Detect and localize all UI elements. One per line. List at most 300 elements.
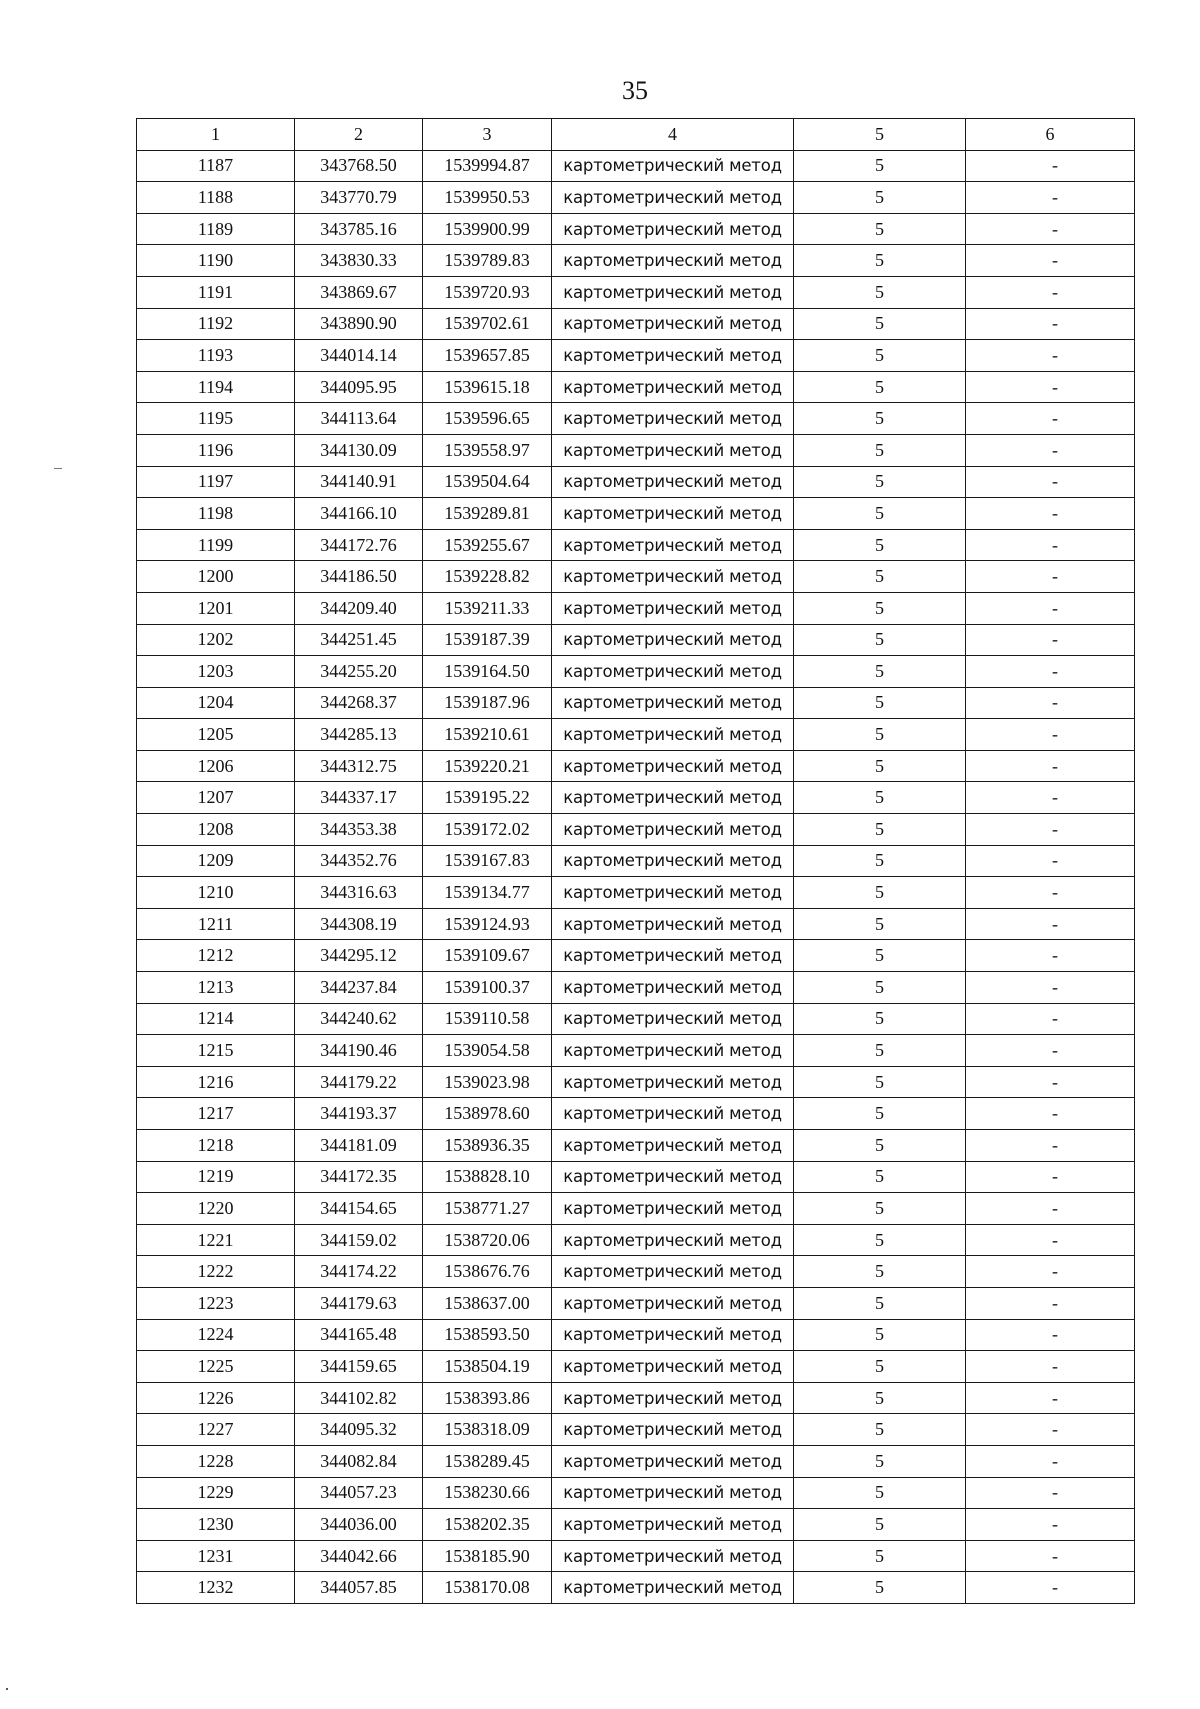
table-row	[137, 340, 1135, 372]
cell-x-coordinate: 344154.65	[295, 1193, 423, 1225]
cell-description: -	[966, 750, 1135, 782]
table-body	[137, 150, 1135, 1603]
cell-point-number: 1220	[137, 1193, 295, 1225]
table-row	[137, 1256, 1135, 1288]
cell-method: картометрический метод	[552, 245, 794, 277]
cell-point-number: 1218	[137, 1130, 295, 1162]
cell-accuracy: 5	[794, 403, 966, 435]
cell-description: -	[966, 1224, 1135, 1256]
cell-method: картометрический метод	[552, 940, 794, 972]
cell-x-coordinate: 344102.82	[295, 1382, 423, 1414]
cell-x-coordinate: 344174.22	[295, 1256, 423, 1288]
cell-accuracy: 5	[794, 1098, 966, 1130]
table-header	[137, 119, 1135, 151]
cell-x-coordinate: 343768.50	[295, 150, 423, 182]
cell-description: -	[966, 403, 1135, 435]
cell-x-coordinate: 344190.46	[295, 1035, 423, 1067]
table-row	[137, 592, 1135, 624]
cell-description: -	[966, 182, 1135, 214]
cell-x-coordinate: 343770.79	[295, 182, 423, 214]
table-row	[137, 1351, 1135, 1383]
cell-method: картометрический метод	[552, 1509, 794, 1541]
cell-y-coordinate: 1539504.64	[423, 466, 552, 498]
cell-method: картометрический метод	[552, 656, 794, 688]
cell-accuracy: 5	[794, 814, 966, 846]
cell-y-coordinate: 1539255.67	[423, 529, 552, 561]
cell-accuracy: 5	[794, 1445, 966, 1477]
cell-method: картометрический метод	[552, 814, 794, 846]
cell-x-coordinate: 344285.13	[295, 719, 423, 751]
cell-y-coordinate: 1538771.27	[423, 1193, 552, 1225]
cell-accuracy: 5	[794, 972, 966, 1004]
cell-description: -	[966, 687, 1135, 719]
cell-point-number: 1215	[137, 1035, 295, 1067]
cell-point-number: 1189	[137, 213, 295, 245]
cell-description: -	[966, 1319, 1135, 1351]
cell-description: -	[966, 719, 1135, 751]
scan-mark	[54, 468, 62, 469]
cell-description: -	[966, 814, 1135, 846]
cell-y-coordinate: 1538504.19	[423, 1351, 552, 1383]
cell-accuracy: 5	[794, 592, 966, 624]
cell-y-coordinate: 1539558.97	[423, 434, 552, 466]
cell-x-coordinate: 344159.02	[295, 1224, 423, 1256]
cell-description: -	[966, 1445, 1135, 1477]
cell-accuracy: 5	[794, 1066, 966, 1098]
cell-description: -	[966, 1351, 1135, 1383]
cell-y-coordinate: 1539994.87	[423, 150, 552, 182]
cell-description: -	[966, 1130, 1135, 1162]
cell-x-coordinate: 344193.37	[295, 1098, 423, 1130]
column-header-accuracy: 5	[794, 119, 966, 151]
cell-description: -	[966, 529, 1135, 561]
table-row	[137, 1382, 1135, 1414]
cell-y-coordinate: 1538318.09	[423, 1414, 552, 1446]
cell-y-coordinate: 1538289.45	[423, 1445, 552, 1477]
cell-y-coordinate: 1539900.99	[423, 213, 552, 245]
cell-method: картометрический метод	[552, 1224, 794, 1256]
table-row	[137, 403, 1135, 435]
cell-x-coordinate: 344159.65	[295, 1351, 423, 1383]
table-row	[137, 656, 1135, 688]
table-row	[137, 908, 1135, 940]
cell-x-coordinate: 343785.16	[295, 213, 423, 245]
cell-point-number: 1226	[137, 1382, 295, 1414]
cell-point-number: 1196	[137, 434, 295, 466]
cell-x-coordinate: 344042.66	[295, 1540, 423, 1572]
cell-y-coordinate: 1539228.82	[423, 561, 552, 593]
cell-method: картометрический метод	[552, 592, 794, 624]
cell-y-coordinate: 1538637.00	[423, 1287, 552, 1319]
cell-description: -	[966, 1572, 1135, 1604]
scan-speck	[6, 1688, 8, 1690]
cell-description: -	[966, 340, 1135, 372]
cell-accuracy: 5	[794, 1161, 966, 1193]
cell-point-number: 1203	[137, 656, 295, 688]
cell-y-coordinate: 1538170.08	[423, 1572, 552, 1604]
cell-method: картометрический метод	[552, 1572, 794, 1604]
cell-accuracy: 5	[794, 371, 966, 403]
cell-y-coordinate: 1538978.60	[423, 1098, 552, 1130]
cell-x-coordinate: 344057.85	[295, 1572, 423, 1604]
cell-method: картометрический метод	[552, 877, 794, 909]
cell-point-number: 1227	[137, 1414, 295, 1446]
cell-x-coordinate: 344255.20	[295, 656, 423, 688]
cell-method: картометрический метод	[552, 687, 794, 719]
cell-description: -	[966, 1414, 1135, 1446]
table-row	[137, 972, 1135, 1004]
cell-y-coordinate: 1539167.83	[423, 845, 552, 877]
table-row	[137, 1193, 1135, 1225]
cell-accuracy: 5	[794, 908, 966, 940]
cell-point-number: 1195	[137, 403, 295, 435]
cell-method: картометрический метод	[552, 308, 794, 340]
cell-method: картометрический метод	[552, 1003, 794, 1035]
table-row	[137, 371, 1135, 403]
table-row	[137, 877, 1135, 909]
cell-y-coordinate: 1539109.67	[423, 940, 552, 972]
cell-method: картометрический метод	[552, 719, 794, 751]
cell-method: картометрический метод	[552, 466, 794, 498]
cell-x-coordinate: 344165.48	[295, 1319, 423, 1351]
cell-x-coordinate: 344057.23	[295, 1477, 423, 1509]
cell-y-coordinate: 1538185.90	[423, 1540, 552, 1572]
cell-x-coordinate: 344130.09	[295, 434, 423, 466]
cell-accuracy: 5	[794, 719, 966, 751]
cell-description: -	[966, 877, 1135, 909]
cell-description: -	[966, 940, 1135, 972]
cell-description: -	[966, 1256, 1135, 1288]
cell-method: картометрический метод	[552, 1130, 794, 1162]
table-row	[137, 1035, 1135, 1067]
cell-x-coordinate: 344316.63	[295, 877, 423, 909]
cell-x-coordinate: 344140.91	[295, 466, 423, 498]
table-row	[137, 1161, 1135, 1193]
cell-method: картометрический метод	[552, 434, 794, 466]
cell-y-coordinate: 1539195.22	[423, 782, 552, 814]
cell-y-coordinate: 1539100.37	[423, 972, 552, 1004]
cell-y-coordinate: 1538676.76	[423, 1256, 552, 1288]
cell-accuracy: 5	[794, 340, 966, 372]
cell-description: -	[966, 1287, 1135, 1319]
cell-description: -	[966, 1193, 1135, 1225]
cell-x-coordinate: 344172.35	[295, 1161, 423, 1193]
cell-accuracy: 5	[794, 1351, 966, 1383]
cell-method: картометрический метод	[552, 624, 794, 656]
cell-description: -	[966, 845, 1135, 877]
table-row	[137, 940, 1135, 972]
table-row	[137, 1414, 1135, 1446]
cell-point-number: 1213	[137, 972, 295, 1004]
cell-y-coordinate: 1538202.35	[423, 1509, 552, 1541]
cell-accuracy: 5	[794, 1540, 966, 1572]
cell-method: картометрический метод	[552, 150, 794, 182]
cell-point-number: 1191	[137, 276, 295, 308]
cell-y-coordinate: 1539023.98	[423, 1066, 552, 1098]
cell-method: картометрический метод	[552, 276, 794, 308]
cell-y-coordinate: 1539124.93	[423, 908, 552, 940]
cell-method: картометрический метод	[552, 845, 794, 877]
cell-x-coordinate: 343890.90	[295, 308, 423, 340]
cell-method: картометрический метод	[552, 1351, 794, 1383]
cell-y-coordinate: 1538230.66	[423, 1477, 552, 1509]
cell-x-coordinate: 344095.95	[295, 371, 423, 403]
table-row	[137, 1130, 1135, 1162]
cell-y-coordinate: 1539950.53	[423, 182, 552, 214]
cell-x-coordinate: 344014.14	[295, 340, 423, 372]
cell-point-number: 1210	[137, 877, 295, 909]
cell-accuracy: 5	[794, 1193, 966, 1225]
cell-method: картометрический метод	[552, 529, 794, 561]
cell-method: картометрический метод	[552, 403, 794, 435]
cell-point-number: 1232	[137, 1572, 295, 1604]
cell-description: -	[966, 656, 1135, 688]
cell-y-coordinate: 1538828.10	[423, 1161, 552, 1193]
cell-description: -	[966, 371, 1135, 403]
cell-accuracy: 5	[794, 877, 966, 909]
cell-point-number: 1222	[137, 1256, 295, 1288]
table-row	[137, 845, 1135, 877]
cell-point-number: 1187	[137, 150, 295, 182]
cell-accuracy: 5	[794, 624, 966, 656]
cell-x-coordinate: 343830.33	[295, 245, 423, 277]
cell-accuracy: 5	[794, 276, 966, 308]
cell-point-number: 1198	[137, 498, 295, 530]
table-row	[137, 1477, 1135, 1509]
table-row	[137, 1224, 1135, 1256]
cell-y-coordinate: 1539211.33	[423, 592, 552, 624]
cell-y-coordinate: 1539110.58	[423, 1003, 552, 1035]
cell-method: картометрический метод	[552, 750, 794, 782]
cell-accuracy: 5	[794, 656, 966, 688]
cell-y-coordinate: 1538936.35	[423, 1130, 552, 1162]
cell-accuracy: 5	[794, 498, 966, 530]
cell-accuracy: 5	[794, 182, 966, 214]
cell-point-number: 1206	[137, 750, 295, 782]
cell-method: картометрический метод	[552, 182, 794, 214]
cell-point-number: 1209	[137, 845, 295, 877]
cell-description: -	[966, 1161, 1135, 1193]
cell-x-coordinate: 344095.32	[295, 1414, 423, 1446]
table-row	[137, 750, 1135, 782]
cell-point-number: 1224	[137, 1319, 295, 1351]
cell-description: -	[966, 908, 1135, 940]
cell-description: -	[966, 434, 1135, 466]
cell-x-coordinate: 344209.40	[295, 592, 423, 624]
cell-x-coordinate: 344353.38	[295, 814, 423, 846]
cell-method: картометрический метод	[552, 972, 794, 1004]
cell-point-number: 1231	[137, 1540, 295, 1572]
cell-x-coordinate: 343869.67	[295, 276, 423, 308]
cell-description: -	[966, 1382, 1135, 1414]
table-row	[137, 1509, 1135, 1541]
cell-y-coordinate: 1539187.96	[423, 687, 552, 719]
cell-accuracy: 5	[794, 561, 966, 593]
cell-method: картометрический метод	[552, 1035, 794, 1067]
column-header-point-number: 1	[137, 119, 295, 151]
table-row	[137, 1287, 1135, 1319]
cell-method: картометрический метод	[552, 561, 794, 593]
cell-description: -	[966, 1003, 1135, 1035]
cell-point-number: 1204	[137, 687, 295, 719]
cell-x-coordinate: 344268.37	[295, 687, 423, 719]
cell-method: картометрический метод	[552, 1445, 794, 1477]
cell-point-number: 1216	[137, 1066, 295, 1098]
cell-accuracy: 5	[794, 1382, 966, 1414]
cell-point-number: 1208	[137, 814, 295, 846]
cell-accuracy: 5	[794, 529, 966, 561]
cell-point-number: 1207	[137, 782, 295, 814]
table-row	[137, 182, 1135, 214]
cell-x-coordinate: 344036.00	[295, 1509, 423, 1541]
cell-accuracy: 5	[794, 940, 966, 972]
cell-y-coordinate: 1539172.02	[423, 814, 552, 846]
cell-description: -	[966, 1098, 1135, 1130]
cell-y-coordinate: 1539702.61	[423, 308, 552, 340]
cell-point-number: 1223	[137, 1287, 295, 1319]
cell-accuracy: 5	[794, 750, 966, 782]
cell-point-number: 1200	[137, 561, 295, 593]
cell-description: -	[966, 1540, 1135, 1572]
cell-x-coordinate: 344251.45	[295, 624, 423, 656]
cell-method: картометрический метод	[552, 1066, 794, 1098]
cell-accuracy: 5	[794, 308, 966, 340]
cell-accuracy: 5	[794, 1414, 966, 1446]
cell-description: -	[966, 592, 1135, 624]
cell-y-coordinate: 1539289.81	[423, 498, 552, 530]
cell-y-coordinate: 1539720.93	[423, 276, 552, 308]
cell-description: -	[966, 466, 1135, 498]
cell-x-coordinate: 344179.22	[295, 1066, 423, 1098]
cell-point-number: 1225	[137, 1351, 295, 1383]
cell-x-coordinate: 344352.76	[295, 845, 423, 877]
cell-point-number: 1202	[137, 624, 295, 656]
cell-x-coordinate: 344172.76	[295, 529, 423, 561]
table-row	[137, 245, 1135, 277]
cell-accuracy: 5	[794, 1287, 966, 1319]
cell-y-coordinate: 1539054.58	[423, 1035, 552, 1067]
cell-y-coordinate: 1539596.65	[423, 403, 552, 435]
cell-x-coordinate: 344312.75	[295, 750, 423, 782]
cell-method: картометрический метод	[552, 1319, 794, 1351]
table-row	[137, 1445, 1135, 1477]
cell-x-coordinate: 344181.09	[295, 1130, 423, 1162]
cell-point-number: 1194	[137, 371, 295, 403]
cell-accuracy: 5	[794, 466, 966, 498]
table-row	[137, 561, 1135, 593]
cell-accuracy: 5	[794, 782, 966, 814]
cell-description: -	[966, 213, 1135, 245]
cell-point-number: 1212	[137, 940, 295, 972]
cell-point-number: 1205	[137, 719, 295, 751]
cell-x-coordinate: 344179.63	[295, 1287, 423, 1319]
cell-description: -	[966, 150, 1135, 182]
cell-x-coordinate: 344082.84	[295, 1445, 423, 1477]
cell-accuracy: 5	[794, 213, 966, 245]
cell-accuracy: 5	[794, 245, 966, 277]
cell-method: картометрический метод	[552, 371, 794, 403]
cell-y-coordinate: 1539615.18	[423, 371, 552, 403]
table-row	[137, 1098, 1135, 1130]
cell-y-coordinate: 1538720.06	[423, 1224, 552, 1256]
table-row	[137, 466, 1135, 498]
cell-x-coordinate: 344240.62	[295, 1003, 423, 1035]
cell-method: картометрический метод	[552, 1193, 794, 1225]
cell-description: -	[966, 782, 1135, 814]
cell-description: -	[966, 498, 1135, 530]
cell-method: картометрический метод	[552, 1098, 794, 1130]
cell-accuracy: 5	[794, 687, 966, 719]
cell-description: -	[966, 1509, 1135, 1541]
page-number: 35	[622, 76, 648, 105]
cell-accuracy: 5	[794, 1509, 966, 1541]
cell-point-number: 1217	[137, 1098, 295, 1130]
cell-x-coordinate: 344113.64	[295, 403, 423, 435]
column-header-method: 4	[552, 119, 794, 151]
table-row	[137, 529, 1135, 561]
cell-x-coordinate: 344237.84	[295, 972, 423, 1004]
cell-description: -	[966, 308, 1135, 340]
column-header-y: 3	[423, 119, 552, 151]
table-row	[137, 782, 1135, 814]
cell-point-number: 1228	[137, 1445, 295, 1477]
cell-method: картометрический метод	[552, 1477, 794, 1509]
cell-method: картометрический метод	[552, 1414, 794, 1446]
cell-point-number: 1188	[137, 182, 295, 214]
cell-point-number: 1201	[137, 592, 295, 624]
cell-point-number: 1199	[137, 529, 295, 561]
table-row	[137, 624, 1135, 656]
column-header-description: 6	[966, 119, 1135, 151]
table-row	[137, 434, 1135, 466]
cell-x-coordinate: 344295.12	[295, 940, 423, 972]
cell-point-number: 1229	[137, 1477, 295, 1509]
cell-description: -	[966, 972, 1135, 1004]
cell-y-coordinate: 1538393.86	[423, 1382, 552, 1414]
cell-description: -	[966, 1066, 1135, 1098]
table-row	[137, 1540, 1135, 1572]
cell-point-number: 1192	[137, 308, 295, 340]
cell-y-coordinate: 1538593.50	[423, 1319, 552, 1351]
table-row	[137, 276, 1135, 308]
cell-accuracy: 5	[794, 1477, 966, 1509]
cell-accuracy: 5	[794, 1130, 966, 1162]
cell-description: -	[966, 1477, 1135, 1509]
cell-y-coordinate: 1539134.77	[423, 877, 552, 909]
cell-point-number: 1190	[137, 245, 295, 277]
cell-point-number: 1230	[137, 1509, 295, 1541]
cell-point-number: 1219	[137, 1161, 295, 1193]
cell-accuracy: 5	[794, 1319, 966, 1351]
cell-accuracy: 5	[794, 1572, 966, 1604]
cell-method: картометрический метод	[552, 1540, 794, 1572]
table-row	[137, 150, 1135, 182]
cell-y-coordinate: 1539187.39	[423, 624, 552, 656]
cell-description: -	[966, 276, 1135, 308]
cell-description: -	[966, 561, 1135, 593]
cell-method: картометрический метод	[552, 1287, 794, 1319]
cell-point-number: 1211	[137, 908, 295, 940]
cell-method: картометрический метод	[552, 213, 794, 245]
cell-accuracy: 5	[794, 845, 966, 877]
cell-x-coordinate: 344166.10	[295, 498, 423, 530]
table-row	[137, 719, 1135, 751]
cell-description: -	[966, 245, 1135, 277]
cell-description: -	[966, 1035, 1135, 1067]
cell-y-coordinate: 1539164.50	[423, 656, 552, 688]
table-row	[137, 308, 1135, 340]
table-row	[137, 814, 1135, 846]
